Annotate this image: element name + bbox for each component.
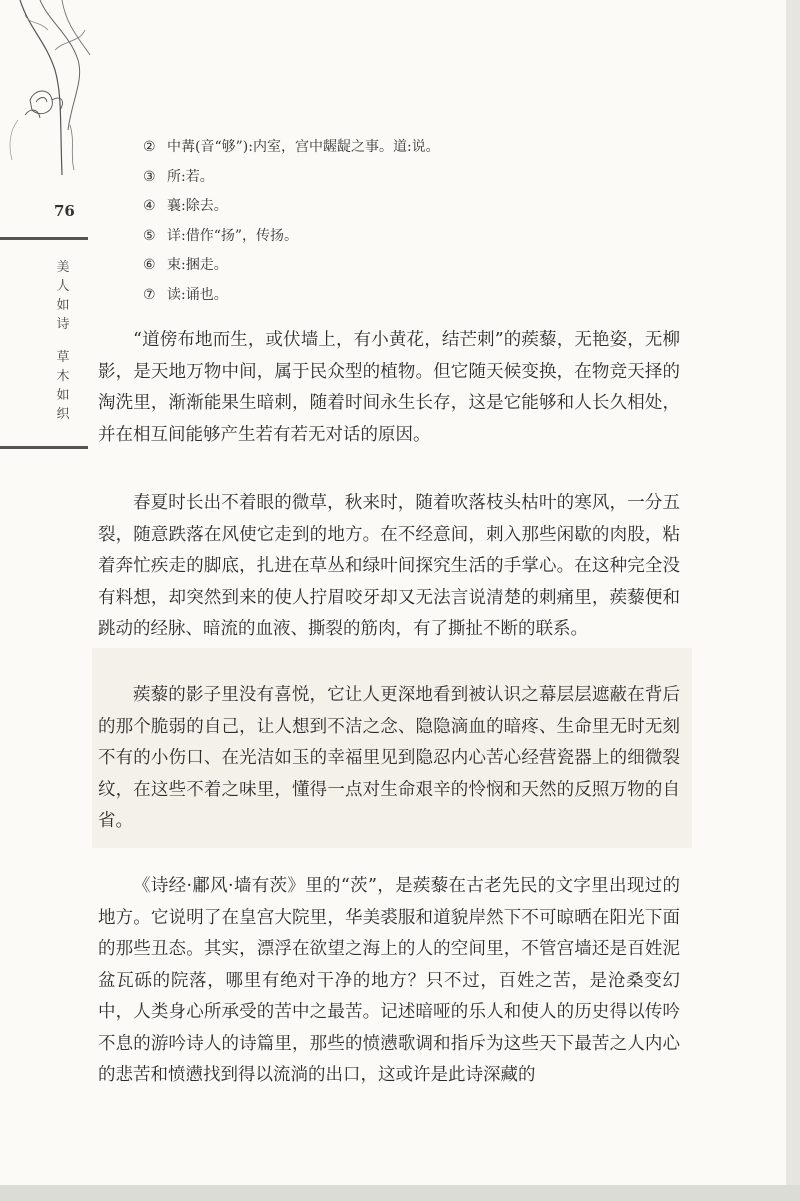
footnote-text: 束:捆走。 [167, 257, 228, 273]
footnote-text: 读:诵也。 [167, 286, 228, 303]
margin-rule-top [0, 237, 88, 240]
footnote [143, 133, 563, 163]
footnote-text: 中冓(音“够”):内室，宫中龌龊之事。道:说。 [167, 139, 440, 155]
running-head-char: 木 [56, 369, 70, 384]
page-edge-right [786, 0, 800, 1201]
footnote-text: 所:若。 [167, 168, 214, 185]
footnote-text: 详:借作“扬”，传扬。 [167, 227, 299, 244]
footnotes [143, 133, 563, 310]
running-head-char: 诗 [56, 317, 70, 332]
running-head-char: 如 [56, 388, 70, 403]
margin-rule-bottom [0, 446, 88, 449]
footnote-text: 襄:除去。 [167, 198, 228, 214]
body-paragraph: “道傍布地而生，或伏墙上，有小黄花，结芒刺”的蒺藜，无艳姿，无柳影，是天地万物中间，属于民众型的植物。但它随天候变换，在物竞天择的淘洗里，渐渐能果生暗刺，随着时间永生长存，这是它能够和人长久相处，并在相互间能够产生若有若无对话的原因。 [98, 330, 680, 445]
footnote-number: ⑤ [143, 227, 156, 244]
footnote-number: ⑥ [143, 257, 156, 273]
body-paragraph: 春夏时长出不着眼的微草，秋来时，随着吹落枝头枯叶的寒风，一分五裂，随意跌落在风使它走到的地方。在不经意间，刺入那些闲歇的肉股，粘着奔忙疾走的脚底，扎进在草丛和绿叶间探究生活的手掌心。在这种完全没有料想，却突然到来的使人拧眉咬牙却又无法言说清楚的刺痛里，蒺藜便和跳动的经脉、暗流的血液、撕裂的筋肉，有了撕扯不断的联系。 [98, 493, 680, 639]
running-head-char: 草 [56, 350, 70, 365]
footnote [143, 281, 563, 311]
vine-illustration-icon [0, 0, 110, 180]
running-head-char: 织 [56, 407, 70, 422]
body-paragraph: 《诗经·鄘风·墙有茨》里的“茨”，是蒺藜在古老先民的文字里出现过的地方。它说明了在皇宫大院里，华美裘服和道貌岸然下不可晾晒在阳光下面的那些丑态。其实，漂浮在欲望之海上的人的空间里，不管宫墙还是百姓泥盆瓦砾的院落，哪里有绝对干净的地方？只不过，百姓之苦，是沧桑变幻中，人类身心所承受的苦中之最苦。记述暗哑的乐人和使人的历史得以传吟不息的游吟诗人的诗篇里，那些的愤懑歌调和指斥为这些天下最苦之人内心的悲苦和愤懑找到得以流淌的出口，这或许是此诗深藏的 [98, 876, 680, 1085]
body-paragraph: 蒺藜的影子里没有喜悦，它让人更深地看到被认识之幕层层遮蔽在背后的那个脆弱的自己，让人想到不洁之念、隐隐滴血的暗疼、生命里无时无刻不有的小伤口、在光洁如玉的幸福里见到隐忍内心苦心经营瓷器上的细微裂纹，在这些不着之味里，懂得一点对生命艰辛的怜悯和天然的反照万物的自省。 [98, 685, 680, 831]
footnote [143, 192, 563, 222]
footnote-number: ③ [143, 168, 156, 185]
footnote [143, 251, 563, 281]
footnote [143, 222, 563, 252]
running-head-char: 如 [56, 298, 70, 313]
page-number: 76 [54, 202, 75, 220]
page-edge-bottom [0, 1185, 800, 1201]
running-head-gap [55, 334, 71, 348]
running-head [55, 258, 71, 424]
footnote [143, 163, 563, 193]
running-head-char: 美 [56, 260, 70, 275]
footnote-number: ② [143, 139, 156, 155]
footnote-number: ⑦ [143, 286, 156, 303]
footnote-number: ④ [143, 198, 156, 214]
running-head-char: 人 [56, 279, 70, 294]
